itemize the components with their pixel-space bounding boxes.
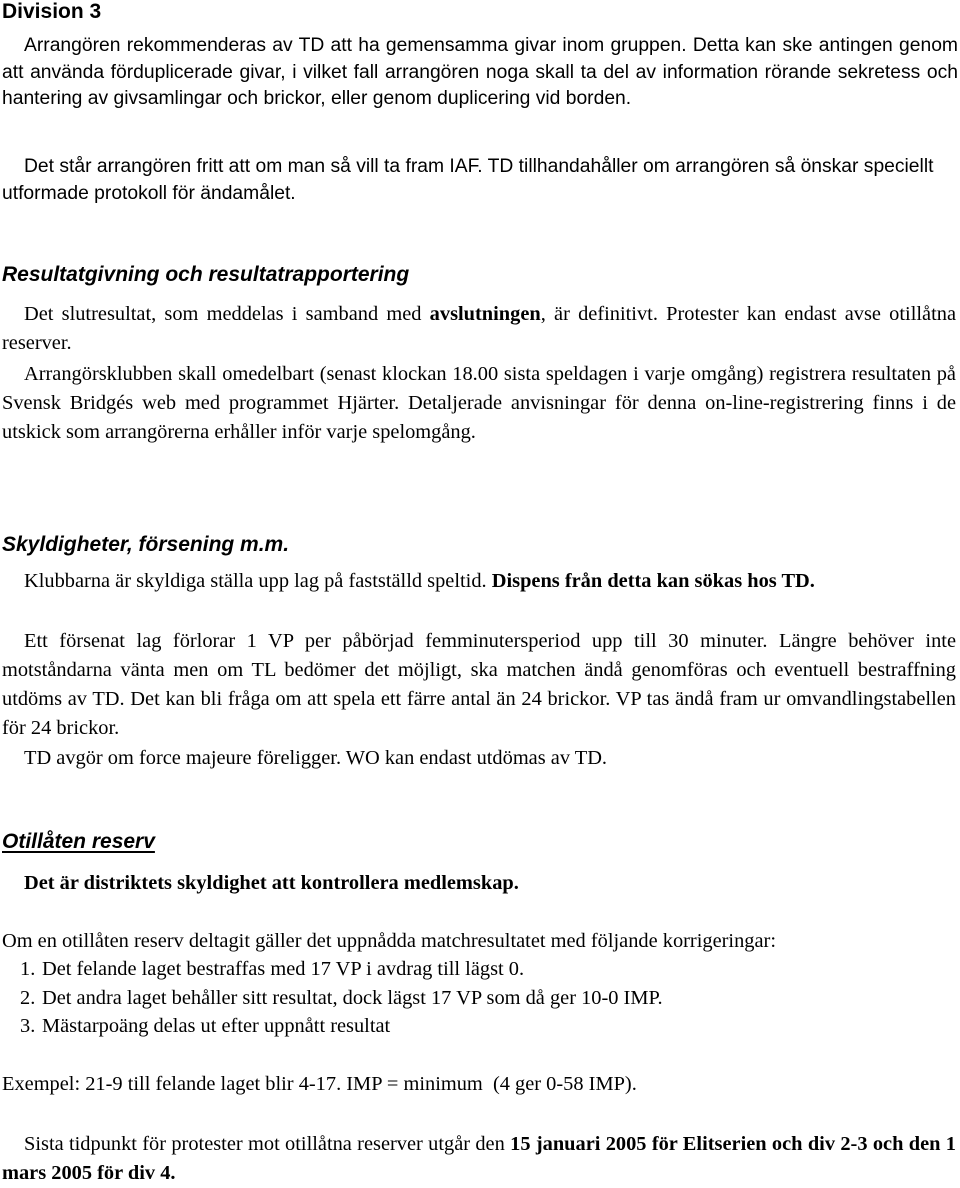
- list-item-text: Det felande laget bestraffas med 17 VP i avdrag till lägst 0.: [42, 958, 525, 980]
- results-heading: Resultatgivning och resultatrapportering: [2, 263, 410, 286]
- obligations-paragraph-3: TD avgör om force majeure föreligger. WO kan endast utdömas av TD.: [24, 747, 608, 769]
- reserve-bold-line: [2, 869, 956, 898]
- obligations-paragraph-2: Ett försenat lag förlorar 1 VP per påbörjad femminutersperiod upp till 30 minuter. Längre behöver inte motståndarna vänta men om TL bedömer det möjligt, ska matchen ändå genomföras och eventuell bestraffning utdöms av TD. Det kan bli fråga om att spela ett färre antal än 24 brickor. VP tas ändå fram ur omvandlingstabellen för 24 brickor.: [2, 630, 956, 739]
- reserve-deadline-bold: 15 januari 2005 för Elitserien och div 2-3 och den 1 mars 2005 för div 4.: [2, 1133, 956, 1184]
- obligations-paragraph-1: [2, 567, 956, 596]
- results-p1-bold: avslutningen: [429, 303, 541, 325]
- list-item: [20, 1012, 390, 1041]
- division-3-heading: Division 3: [2, 0, 102, 23]
- list-item-number: 2.: [20, 987, 36, 1009]
- results-paragraph-2: Arrangörsklubben skall omedelbart (senast klockan 18.00 sista speldagen i varje omgång) registrera resultaten på Svensk Bridgés web med programmet Hjärter. Detaljerade anvisningar för denna on-line-registrering finns i de utskick som arrangörerna erhåller inför varje spelomgång.: [2, 363, 956, 443]
- list-item-text: Det andra laget behåller sitt resultat, dock lägst 17 VP som då ger 10-0 IMP.: [42, 987, 663, 1009]
- division-3-paragraph-1: Arrangören rekommenderas av TD att ha gemensamma givar inom gruppen. Detta kan ske antingen genom att använda förduplicerade givar, i vilket fall arrangören noga skall ta del av information rörande sekretess och hantering av givsamlingar och brickor, eller genom duplicering vid borden.: [2, 35, 958, 109]
- division-3-paragraph-2: Det står arrangören fritt att om man så vill ta fram IAF. TD tillhandahåller om arrangören så önskar speciellt utformade protokoll för ändamålet.: [2, 156, 934, 204]
- results-p1-text-end: , är definitivt. Protester kan endast avse otillåtna reserver.: [2, 303, 956, 354]
- reserve-intro: Om en otillåten reserv deltagit gäller det uppnådda matchresultatet med följande korrigeringar:: [2, 930, 776, 952]
- results-paragraph-1: [2, 300, 956, 358]
- list-item: [20, 955, 524, 984]
- list-item-number: 3.: [20, 1015, 36, 1037]
- obligations-heading: Skyldigheter, försening m.m.: [2, 533, 290, 556]
- obligations-p1-bold: Dispens från detta kan sökas hos TD.: [491, 570, 815, 592]
- reserve-deadline: [2, 1130, 956, 1188]
- list-item-number: 1.: [20, 958, 36, 980]
- results-p1-text: Det slutresultat, som meddelas i samband med: [24, 303, 430, 325]
- obligations-p1-text: Klubbarna är skyldiga ställa upp lag på fastställd speltid.: [24, 570, 492, 592]
- list-item-text: Mästarpoäng delas ut efter uppnått resultat: [42, 1015, 391, 1037]
- list-item: [20, 984, 663, 1013]
- reserve-heading: Otillåten reserv: [2, 830, 155, 853]
- reserve-example: Exempel: 21-9 till felande laget blir 4-17. IMP = minimum (4 ger 0-58 IMP).: [2, 1073, 637, 1095]
- reserve-bold-text: Det är distriktets skyldighet att kontrollera medlemskap.: [24, 872, 519, 894]
- reserve-deadline-text: Sista tidpunkt för protester mot otillåtna reserver utgår den: [24, 1133, 511, 1155]
